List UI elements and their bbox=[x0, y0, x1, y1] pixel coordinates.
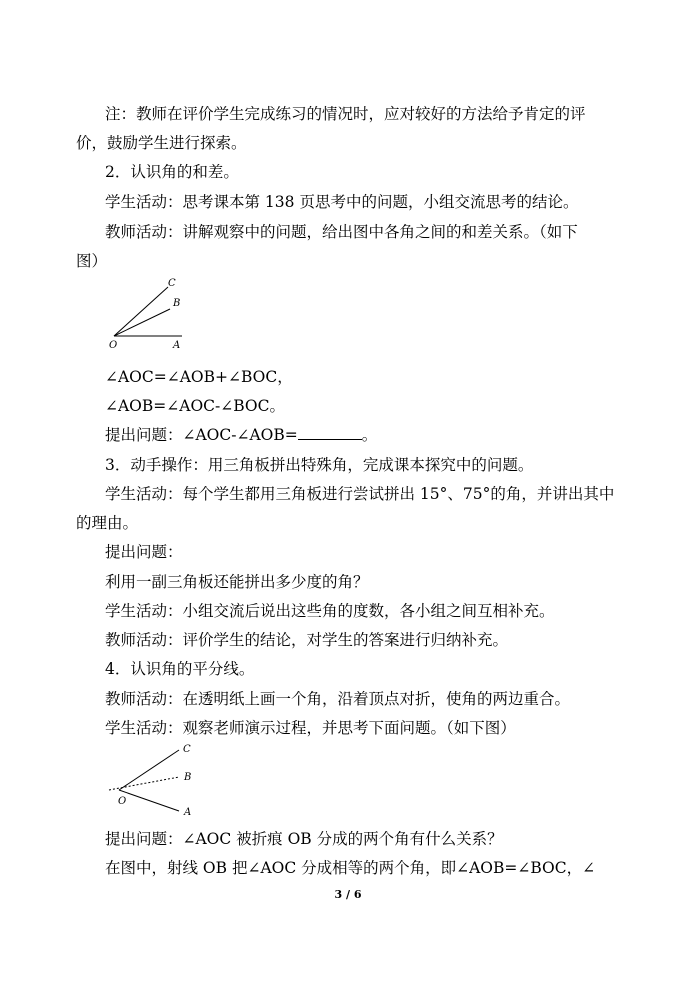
ray-oc bbox=[119, 750, 179, 790]
paragraph-teacher-activity-cont: 图） bbox=[76, 252, 108, 270]
paragraph-note: 注：教师在评价学生完成练习的情况时，应对较好的方法给予肯定的评 bbox=[105, 105, 586, 123]
section-heading-3: 3．动手操作：用三角板拼出特殊角，完成课本探究中的问题。 bbox=[105, 456, 534, 474]
ray-oa bbox=[119, 790, 179, 811]
paragraph-question-2: 提出问题：∠AOC 被折痕 OB 分成的两个角有什么关系？ bbox=[105, 830, 503, 848]
paragraph-teacher-activity-2: 教师活动：评价学生的结论，对学生的答案进行归纳补充。 bbox=[105, 631, 509, 649]
ray-ob bbox=[114, 309, 170, 336]
paragraph-student-activity-2-cont: 的理由。 bbox=[76, 514, 139, 532]
paragraph-student-activity-3: 学生活动：小组交流后说出这些角的度数，各小组之间互相补充。 bbox=[105, 602, 555, 620]
paragraph-question-label: 提出问题： bbox=[105, 543, 183, 561]
label-a: A bbox=[184, 807, 192, 818]
paragraph-student-activity-4: 学生活动：观察老师演示过程，并思考下面问题。（如下图） bbox=[105, 719, 516, 737]
question-end: 。 bbox=[361, 426, 378, 444]
paragraph-question: 利用一副三角板还能拼出多少度的角？ bbox=[105, 573, 369, 591]
label-a: A bbox=[173, 340, 181, 351]
label-b: B bbox=[173, 298, 181, 309]
answer-blank bbox=[298, 425, 362, 440]
page-number: 3 / 6 bbox=[334, 888, 362, 901]
label-o: O bbox=[109, 340, 118, 351]
label-c: C bbox=[183, 744, 191, 755]
label-o: O bbox=[118, 796, 127, 807]
fold-line-ob bbox=[109, 777, 179, 790]
label-b: B bbox=[184, 772, 192, 783]
label-c: C bbox=[168, 278, 176, 289]
angle-figure-2 bbox=[105, 740, 205, 818]
equation-1: ∠AOC=∠AOB+∠BOC， bbox=[105, 368, 293, 386]
paragraph-teacher-activity-3: 教师活动：在透明纸上画一个角，沿着顶点对折，使角的两边重合。 bbox=[105, 690, 571, 708]
paragraph-note-cont: 价，鼓励学生进行探索。 bbox=[76, 134, 247, 152]
section-heading-4: 4．认识角的平分线。 bbox=[105, 660, 255, 678]
section-heading-2: 2．认识角的和差。 bbox=[105, 163, 239, 181]
angle-figure-1 bbox=[100, 276, 210, 352]
question-text: 提出问题：∠AOC-∠AOB= bbox=[105, 426, 298, 444]
paragraph-explanation: 在图中，射线 OB 把∠AOC 分成相等的两个角，即∠AOB=∠BOC，∠ bbox=[105, 859, 596, 877]
ray-oc bbox=[114, 287, 168, 336]
question-line bbox=[105, 425, 377, 445]
equation-2: ∠AOB=∠AOC-∠BOC。 bbox=[105, 397, 285, 415]
paragraph-teacher-activity: 教师活动：讲解观察中的问题，给出图中各角之间的和差关系。（如下 bbox=[105, 223, 578, 241]
paragraph-student-activity: 学生活动：思考课本第 138 页思考中的问题，小组交流思考的结论。 bbox=[105, 193, 579, 211]
paragraph-student-activity-2: 学生活动：每个学生都用三角板进行尝试拼出 15°、75°的角，并讲出其中 bbox=[105, 485, 615, 503]
